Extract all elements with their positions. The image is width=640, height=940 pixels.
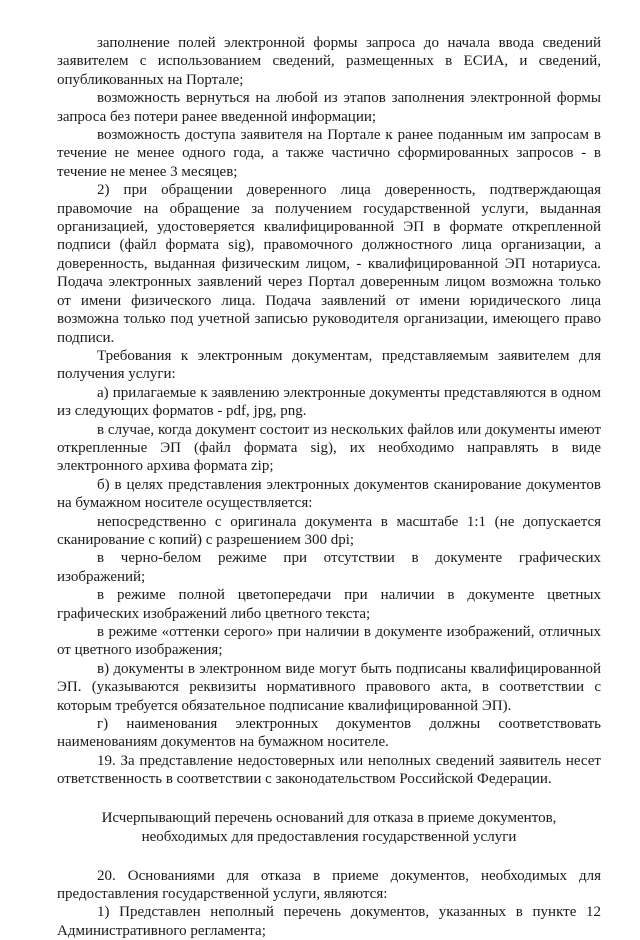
paragraph: 1) Представлен неполный перечень документов, указанных в пункте 12 Административного регламента; bbox=[57, 904, 601, 939]
paragraph: в случае, когда документ состоит из нескольких файлов или документы имеют открепленные ЭП (файл формата sig), их необходимо направлять в виде электронного архива формата zip; bbox=[57, 421, 601, 475]
document-page bbox=[57, 34, 601, 940]
paragraph: в черно-белом режиме при отсутствии в документе графических изображений; bbox=[57, 550, 601, 585]
paragraph: возможность вернуться на любой из этапов заполнения электронной формы запроса без потери ранее введенной информации; bbox=[57, 90, 601, 125]
paragraph: непосредственно с оригинала документа в масштабе 1:1 (не допускается сканирование с копий) с разрешением 300 dpi; bbox=[57, 513, 601, 548]
paragraph: б) в целях представления электронных документов сканирование документов на бумажном носителе осуществляется: bbox=[57, 476, 601, 512]
paragraph: 20. Основаниями для отказа в приеме документов, необходимых для предоставления государственной услуги, являются: bbox=[57, 867, 601, 903]
paragraph: 2) при обращении доверенного лица доверенность, подтверждающая правомочие на обращение за получением государственной услуги, выданная организацией, удостоверяется квалифицированной ЭП в формате открепленной подписи (файл формата sig), правомочного должностного лица организации, а доверенность, выданная физическим лицом, - квалифицированной ЭП нотариуса. Подача электронных заявлений через Портал доверенным лицом возможна только от имени физического лица. Подача заявлений от имени юридического лица возможна только под учетной записью руководителя организации, имеющего право подписи. bbox=[57, 182, 601, 346]
section-heading bbox=[57, 809, 601, 847]
paragraph: 19. За представление недостоверных или неполных сведений заявитель несет ответственность в соответствии с законодательством Российской Федерации. bbox=[57, 752, 601, 788]
paragraph: заполнение полей электронной формы запроса до начала ввода сведений заявителем с использованием сведений, размещенных в ЕСИА, и сведений, опубликованных на Портале; bbox=[57, 35, 601, 88]
paragraph: а) прилагаемые к заявлению электронные документы представляются в одном из следующих форматов - pdf, jpg, png. bbox=[57, 384, 601, 420]
section-heading-line: Исчерпывающий перечень оснований для отказа в приеме документов, bbox=[101, 809, 557, 826]
paragraph: Требования к электронным документам, представляемым заявителем для получения услуги: bbox=[57, 347, 601, 383]
paragraph: в режиме полной цветопередачи при наличии в документе цветных графических изображений либо цветного текста; bbox=[57, 587, 601, 622]
paragraph: в) документы в электронном виде могут быть подписаны квалифицированной ЭП. (указываются реквизиты нормативного правового акта, в соответствии с которым требуется обязательное подписание квалифицированной ЭП). bbox=[57, 660, 601, 714]
spacer bbox=[57, 847, 601, 867]
section-heading-line: необходимых для предоставления государственной услуги bbox=[141, 828, 517, 845]
paragraph: в режиме «оттенки серого» при наличии в документе изображений, отличных от цветного изображения; bbox=[57, 624, 601, 659]
paragraph: возможность доступа заявителя на Портале к ранее поданным им запросам в течение не менее одного года, а также частично сформированных запросов - в течение не менее 3 месяцев; bbox=[57, 127, 601, 180]
paragraph: г) наименования электронных документов должны соответствовать наименованиям документов на бумажном носителе. bbox=[57, 716, 601, 751]
